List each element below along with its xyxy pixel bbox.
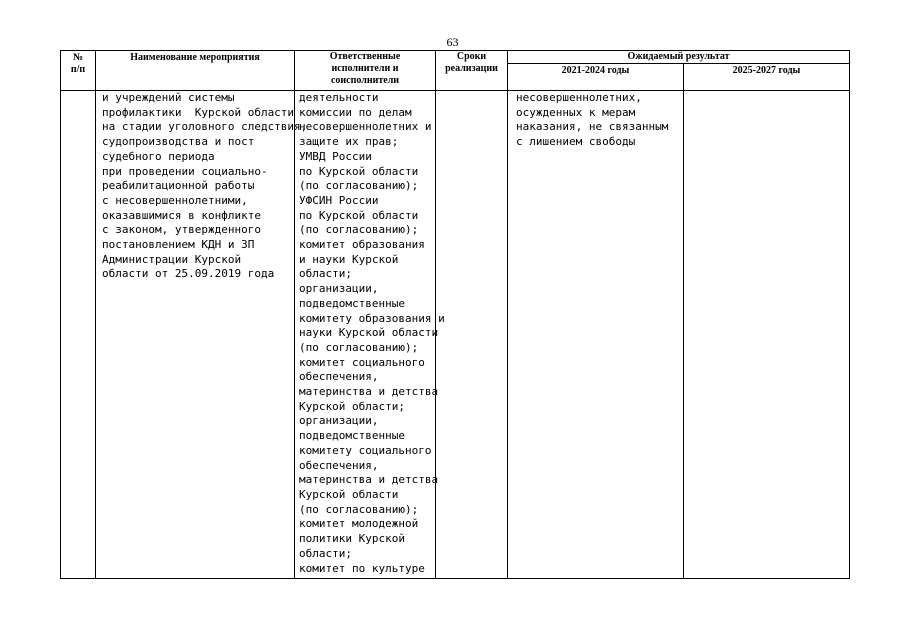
table-bottom-border <box>60 578 850 579</box>
col-border-right <box>849 50 850 579</box>
measures-table <box>60 50 850 579</box>
col-border-terms-result <box>507 50 508 579</box>
row-name-cell: и учреждений системы профилактики Курской области на стадии уголовного следствия, судопроизводства и пост судебного периода при проведении социально- реабилитационной работы с несовершеннолетними, оказавшимися в конфликте с законом, утвержденного постановлением КДН и ЗП Администрации Курской области от 25.09.2019 года <box>102 91 308 281</box>
result-subheader-rule <box>507 63 850 64</box>
header-period-2021-2024: 2021-2024 годы <box>561 65 630 76</box>
page-number: 63 <box>446 35 459 49</box>
header-responsible: Ответственные исполнители и соисполнители <box>329 51 401 86</box>
col-border-num-name <box>95 50 96 579</box>
row-period-2021-2024-cell: несовершеннолетних, осужденных к мерам наказания, не связанным с лишением свободы <box>516 91 669 149</box>
header-terms: Сроки реализации <box>445 51 498 74</box>
col-border-periods <box>683 63 684 579</box>
header-num: № п/п <box>70 52 86 75</box>
header-expected-result: Ожидаемый результат <box>627 51 730 62</box>
header-name: Наименование мероприятия <box>130 52 260 63</box>
row-responsible-cell: деятельности комиссии по делам несовершеннолетних и защите их прав; УМВД России по Курской области (по согласованию); УФСИН России по Курской области (по согласованию); комитет образования и науки Курской области; организации, подведомственные комитету образования и науки Курской области (по согласованию); комитет социального обеспечения, материнства и детства Курской области; организации, подведомственные комитету социального обеспечения, материнства и детства Курской области (по согласованию); комитет молодежной политики Курской области; комитет по культуре <box>299 91 445 575</box>
header-period-2025-2027: 2025-2027 годы <box>732 65 801 76</box>
col-border-left <box>60 50 61 579</box>
